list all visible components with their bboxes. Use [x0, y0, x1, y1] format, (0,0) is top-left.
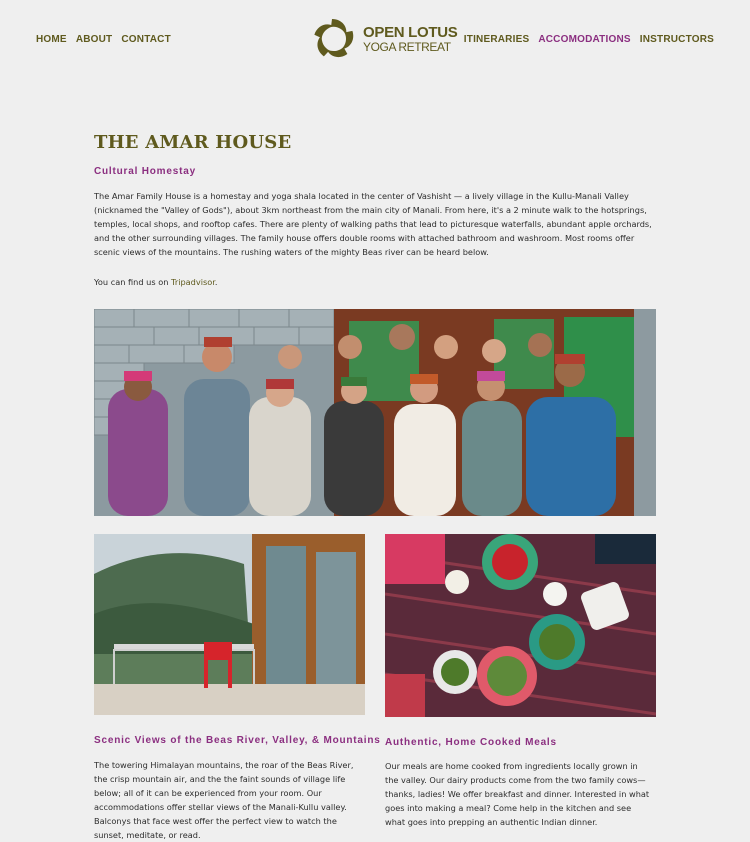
tripadvisor-link[interactable]: Tripadvisor: [171, 277, 215, 287]
cooking-meals-photo: [385, 534, 656, 717]
nav-accomodations[interactable]: ACCOMODATIONS: [538, 34, 631, 45]
page-title: THE AMAR HOUSE: [94, 132, 292, 153]
find-us-line: [94, 275, 656, 289]
nav-home[interactable]: HOME: [36, 34, 67, 45]
meals-paragraph: Our meals are home cooked from ingredients locally grown in the valley. Our dairy products come from the two family cows—thanks, ladies! We offer breakfast and dinner. Interested in what goes into making a meal? Come help in the kitchen and see what goes into prepping an authentic Indian dinner.: [385, 761, 650, 827]
lotus-logo-icon: [312, 17, 356, 61]
balcony-view-photo: [94, 534, 365, 715]
find-us-suffix: .: [214, 277, 218, 287]
intro-paragraph: The Amar Family House is a homestay and yoga shala located in the center of Vashisht — a lively village in the Kullu-Manali Valley (nicknamed the "Valley of Gods"), about 3km northeast from the main city of Manali. From here, it's a 2 minute walk to the hotsprings, temples, local shops, and rooftop cafes. There are plenty of walking paths that lead to picturesque waterfalls, abundant apple orchards, and the other surrounding villages. The family house offers double rooms with attached bathroom and washroom. Most rooms offer scenic views of the mountains. The rushing waters of the mighty Beas river can be heard below.: [94, 191, 652, 257]
nav-about[interactable]: ABOUT: [75, 34, 113, 45]
find-us-prefix: You can find us on: [94, 277, 172, 287]
nav-contact[interactable]: CONTACT: [121, 34, 171, 45]
site-logo[interactable]: [312, 17, 458, 61]
logo-subtitle: YOGA RETREAT: [363, 40, 451, 54]
page-subtitle: Cultural Homestay: [94, 166, 196, 177]
group-photo: [94, 309, 656, 516]
main-nav-left: [36, 34, 171, 45]
logo-title: OPEN LOTUS: [363, 24, 458, 41]
nav-instructors[interactable]: INSTRUCTORS: [639, 34, 714, 45]
main-nav-right: [464, 34, 714, 45]
scenic-views-heading: Scenic Views of the Beas River, Valley, & Mountains: [94, 735, 381, 746]
nav-itineraries[interactable]: ITINERARIES: [463, 34, 530, 45]
meals-heading: Authentic, Home Cooked Meals: [385, 737, 557, 748]
scenic-views-paragraph: The towering Himalayan mountains, the roar of the Beas River, the crisp mountain air, and the the faint sounds of village life below; all of it can be experienced from your room. Our accommodations offer stellar views of the Manali-Kullu valley. Balconys that face west offer the perfect view to watch the sunset, meditate, or read.: [94, 760, 354, 840]
